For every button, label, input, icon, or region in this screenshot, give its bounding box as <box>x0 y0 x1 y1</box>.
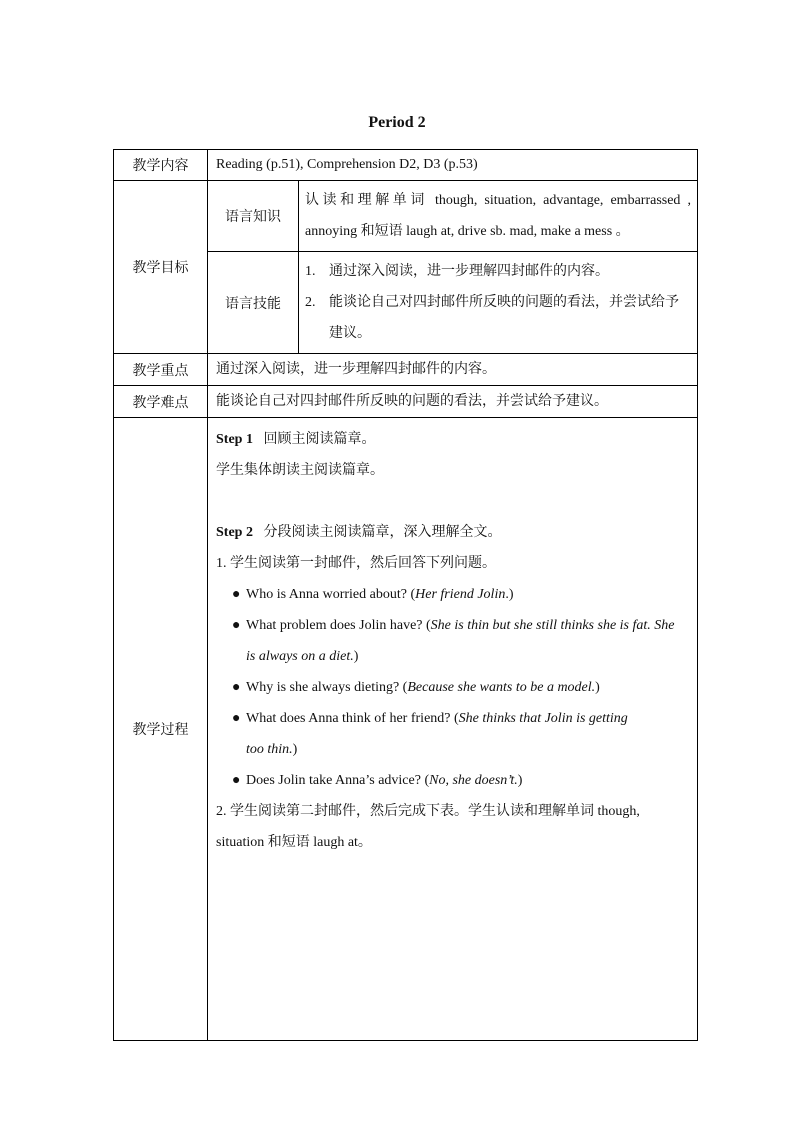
question-end: ) <box>595 680 600 695</box>
spacer <box>216 486 689 517</box>
focus-label: 教学重点 <box>114 354 208 386</box>
answer-text: She is thin but she still thinks she is fat. She is always on a diet. <box>246 618 675 664</box>
goals-label: 教学目标 <box>114 181 208 354</box>
question-item <box>216 672 689 703</box>
lesson-plan-table <box>113 149 698 1041</box>
step1-line: 学生集体朗读主阅读篇章。 <box>216 463 384 478</box>
goals-knowledge-row <box>114 181 698 252</box>
difficulty-label: 教学难点 <box>114 386 208 418</box>
bullet-icon: ● <box>232 618 241 633</box>
process-label: 教学过程 <box>114 418 208 1041</box>
question-text: What does Anna think of her friend? ( <box>246 711 459 726</box>
process-row <box>114 418 698 1041</box>
knowledge-text: 认读和理解单词 though, situation, advantage, embarrassed , annoying 和短语 laugh at, drive sb. mad, make a mess 。 <box>305 193 691 239</box>
question-end: .) <box>505 587 514 602</box>
step2-task2: 2. 学生阅读第二封邮件，然后完成下表。学生认读和理解单词 though, situation 和短语 laugh at。 <box>216 804 640 850</box>
step1-heading <box>216 424 689 455</box>
content-text: Reading (p.51), Comprehension D2, D3 (p.53) <box>216 157 478 172</box>
answer-text: Because she wants to be a model. <box>407 680 596 695</box>
skills-item-text: 通过深入阅读，进一步理解四封邮件的内容。 <box>329 264 609 279</box>
step1-title: 回顾主阅读篇章。 <box>263 432 376 447</box>
answer-text: Her friend Jolin <box>415 587 506 602</box>
skills-item <box>305 256 691 287</box>
focus-row <box>114 354 698 386</box>
skills-label: 语言技能 <box>208 252 299 354</box>
skills-item-number: 1. <box>305 264 316 279</box>
question-end: ) <box>517 773 523 788</box>
step2-title: 分段阅读主阅读篇章，深入理解全文。 <box>263 525 502 540</box>
content-row <box>114 150 698 181</box>
question-text: Does Jolin take Anna’s advice? ( <box>246 773 430 788</box>
question-end: ) <box>292 742 298 757</box>
bullet-icon: ● <box>232 587 241 602</box>
step2-task1: 1. 学生阅读第一封邮件，然后回答下列问题。 <box>216 556 496 571</box>
bullet-icon: ● <box>232 711 241 726</box>
difficulty-text: 能谈论自己对四封邮件所反映的问题的看法，并尝试给予建议。 <box>216 393 608 409</box>
answer-text: She thinks that Jolin is getting too thin. <box>246 711 628 757</box>
question-text: What problem does Jolin have? ( <box>246 618 431 633</box>
skills-item-text: 能谈论自己对四封邮件所反映的问题的看法，并尝试给予建议。 <box>329 295 679 341</box>
bullet-icon: ● <box>232 680 241 695</box>
skills-list <box>299 252 697 353</box>
question-text: Why is she always dieting? ( <box>246 680 408 695</box>
question-text: Who is Anna worried about? ( <box>246 587 416 602</box>
question-item <box>216 579 689 610</box>
step1-head: Step 1 <box>216 432 253 447</box>
difficulty-row <box>114 386 698 418</box>
skills-item-number: 2. <box>305 295 316 310</box>
answer-text: No, she doesn’t. <box>429 773 518 788</box>
step2-heading <box>216 517 689 548</box>
knowledge-label: 语言知识 <box>208 181 299 252</box>
question-end: ) <box>353 649 359 664</box>
content-label: 教学内容 <box>114 150 208 181</box>
skills-item <box>305 287 691 349</box>
question-item <box>216 703 689 765</box>
focus-text: 通过深入阅读，进一步理解四封邮件的内容。 <box>216 361 496 377</box>
step2-head: Step 2 <box>216 525 253 540</box>
question-item <box>216 610 689 672</box>
bullet-icon: ● <box>232 773 241 788</box>
question-item <box>216 765 689 796</box>
page-title: Period 2 <box>368 114 426 131</box>
process-content <box>208 418 698 1041</box>
